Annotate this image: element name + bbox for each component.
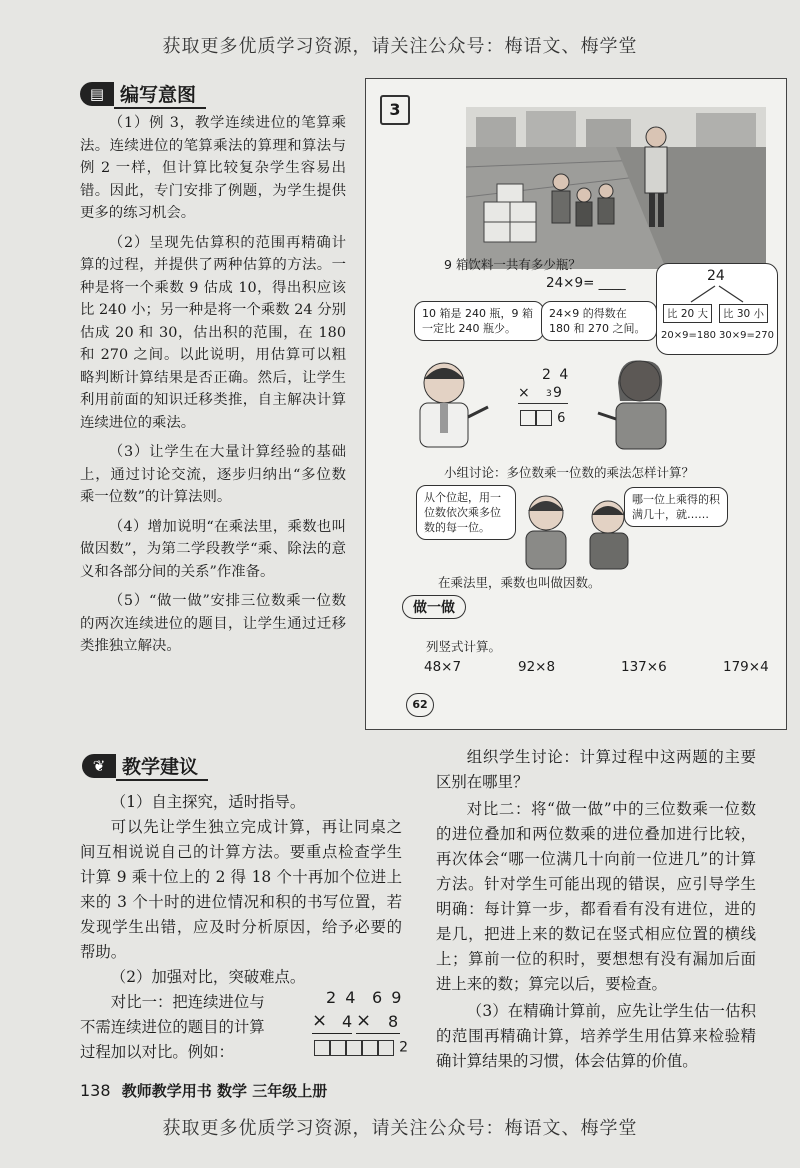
answer-box	[378, 1040, 394, 1056]
intent-paragraph: （2）呈现先估算积的范围再精确计算的过程，并提供了两种估算的方法。一种是将一个乘数 9 估成 10，得出积应该比 240 小；另一种是将一个乘数 24 分别估成 20 和 30，估出积的范围，在 180 和 270 之间。以此说明，用估算可以粗略判断计算结果是否正确。然后，让学生利用前面的知识迁移类推，自主解决计算连续进位的乘法。	[80, 234, 346, 431]
compare-text	[80, 990, 320, 1065]
suggest-title: 教学建议	[116, 752, 208, 781]
suggest-paragraph: 组织学生讨论：计算过程中这两题的主要区别在哪里？	[436, 748, 756, 791]
problem-2: 92×8	[518, 659, 556, 675]
calc-b1: 4	[342, 1012, 353, 1031]
vertical-top: 2 4	[542, 367, 571, 383]
suggest-paragraph: （2）加强对比，突破难点。	[110, 968, 306, 986]
calc-answer-boxes	[314, 1037, 408, 1056]
calc-op-1: ×	[312, 1010, 328, 1031]
suggest-left-column	[80, 790, 402, 990]
calc-a1: 2 4	[326, 988, 358, 1007]
calc-a2: 6 9	[372, 988, 404, 1007]
boy2-illustration	[580, 497, 638, 573]
boy-illustration	[406, 357, 496, 453]
tree-left: 比 20 大	[663, 304, 712, 323]
girl-illustration	[590, 355, 680, 455]
answer-box	[536, 410, 552, 426]
compare-line: 对比一：把连续进位与	[110, 993, 265, 1011]
leaf-icon: ❦	[82, 754, 116, 778]
textbook-panel	[365, 78, 787, 730]
answer-box	[314, 1040, 330, 1056]
practice-instruction: 列竖式计算。	[426, 639, 502, 654]
intent-heading	[80, 80, 206, 108]
suggest-paragraph: 可以先让学生独立完成计算，再让同桌之间互相说说自己的计算方法。要重点检查学生计算 9 乘十位上的 2 得 18 个十再加个位进上来的 3 个十时的进位情况和积的书写位置，若发现学生出错，应及时分析原因，给予必要的帮助。	[80, 818, 402, 961]
compare-line: 不需连续进位的题目的计算	[80, 1018, 265, 1036]
intent-paragraph: （3）让学生在大量计算经验的基础上，通过讨论交流，逐步归纳出“多位数乘一位数”的计算法则。	[80, 444, 346, 505]
calc-rule	[356, 1033, 400, 1034]
equation-text: 24×9= ____	[546, 275, 626, 291]
intent-paragraph: （5）“做一做”安排三位数乘一位数的两次连续进位的题目，让学生通过迁移类推独立解决。	[80, 593, 346, 654]
tree-calc-right: 30×9=270	[719, 330, 774, 341]
suggest-paragraph: （3）在精确计算前，应先让学生估一估积的范围再精确计算，培养学生用估算来检验精确计算结果的习惯，体会估算的价值。	[436, 1002, 756, 1070]
speech-bubble: 哪一位上乘得的积满几十，就……	[624, 487, 728, 527]
calc-b2: 8	[388, 1012, 399, 1031]
intent-paragraph: （4）增加说明“在乘法里，乘数也叫做因数”，为第二学段教学“乘、除法的意义和各部分间的关系”作准备。	[80, 518, 346, 580]
watermark-bottom: 获取更多优质学习资源，请关注公众号：梅语文、梅学堂	[162, 1118, 638, 1139]
discussion-text: 小组讨论：多位数乘一位数的乘法怎样计算？	[444, 465, 695, 480]
vertical-answer	[520, 407, 565, 426]
estimate-tree-bubble	[656, 263, 778, 355]
textbook-page-number: 62	[406, 693, 434, 717]
speech-bubble: 从个位起，用一位数依次乘多位数的每一位。	[416, 485, 516, 540]
suggest-paragraph: （1）自主探究，适时指导。	[110, 793, 306, 811]
scene-illustration	[466, 107, 766, 269]
page-number: 138	[80, 1081, 111, 1100]
answer-box	[330, 1040, 346, 1056]
vertical-last: 6	[557, 411, 566, 426]
book-icon: ▤	[80, 82, 114, 106]
calc-op-2: ×	[356, 1010, 372, 1031]
tree-root: 24	[707, 268, 725, 284]
intent-column	[80, 112, 346, 665]
vertical-op: ×	[518, 385, 530, 401]
vertical-mult: 9	[553, 385, 562, 401]
suggest-paragraph: 对比二：将“做一做”中的三位数乘一位数的进位叠加和两位数乘的进位叠加进行比较，再次体会“哪一位满几十向前一位进几”的计算方法。针对学生可能出现的错误，应引导学生明确：每计算一步，都看看有没有进位，进的是几，把进上来的数记在竖式相应位置的横线上；算前一位的积时，要想想有没有漏加后面进上来的数；算完以后，要检查。	[436, 800, 756, 993]
tree-right: 比 30 小	[719, 304, 768, 323]
problem-4: 179×4	[723, 659, 769, 675]
suggest-heading	[82, 752, 208, 780]
vertical-carry: 3	[546, 389, 552, 399]
page-footer	[80, 1080, 327, 1101]
suggest-right-column	[436, 745, 756, 1074]
girl2-illustration	[514, 491, 578, 571]
compare-line: 过程加以对比。例如：	[80, 1043, 234, 1061]
answer-box	[346, 1040, 362, 1056]
intent-title: 编写意图	[114, 80, 206, 109]
answer-box	[520, 410, 536, 426]
intent-paragraph: （1）例 3，教学连续进位的笔算乘法。连续进位的笔算乘法的算理和算法与例 2 一样，但计算比较复杂学生容易出错。因此，专门安排了例题，为学生提供更多的练习机会。	[80, 115, 346, 221]
calc-d: 2	[399, 1039, 409, 1056]
scene-drawing	[466, 107, 766, 269]
example-number: 3	[380, 95, 410, 125]
calc-rule	[312, 1033, 352, 1034]
speech-bubble: 24×9 的得数在 180 和 270 之间。	[541, 301, 657, 341]
note-text: 在乘法里，乘数也叫做因数。	[438, 575, 601, 590]
problem-1: 48×7	[424, 659, 462, 675]
vertical-rule	[518, 403, 568, 404]
answer-box	[362, 1040, 378, 1056]
tree-calc-left: 20×9=180	[661, 330, 716, 341]
watermark-top: 获取更多优质学习资源，请关注公众号：梅语文、梅学堂	[162, 36, 638, 57]
practice-title: 做一做	[402, 595, 466, 619]
speech-bubble: 10 箱是 240 瓶，9 箱一定比 240 瓶少。	[414, 301, 544, 341]
question-text: 9 箱饮料一共有多少瓶？	[444, 257, 581, 272]
book-title: 教师教学用书 数学 三年级上册	[121, 1082, 328, 1100]
problem-3: 137×6	[621, 659, 667, 675]
